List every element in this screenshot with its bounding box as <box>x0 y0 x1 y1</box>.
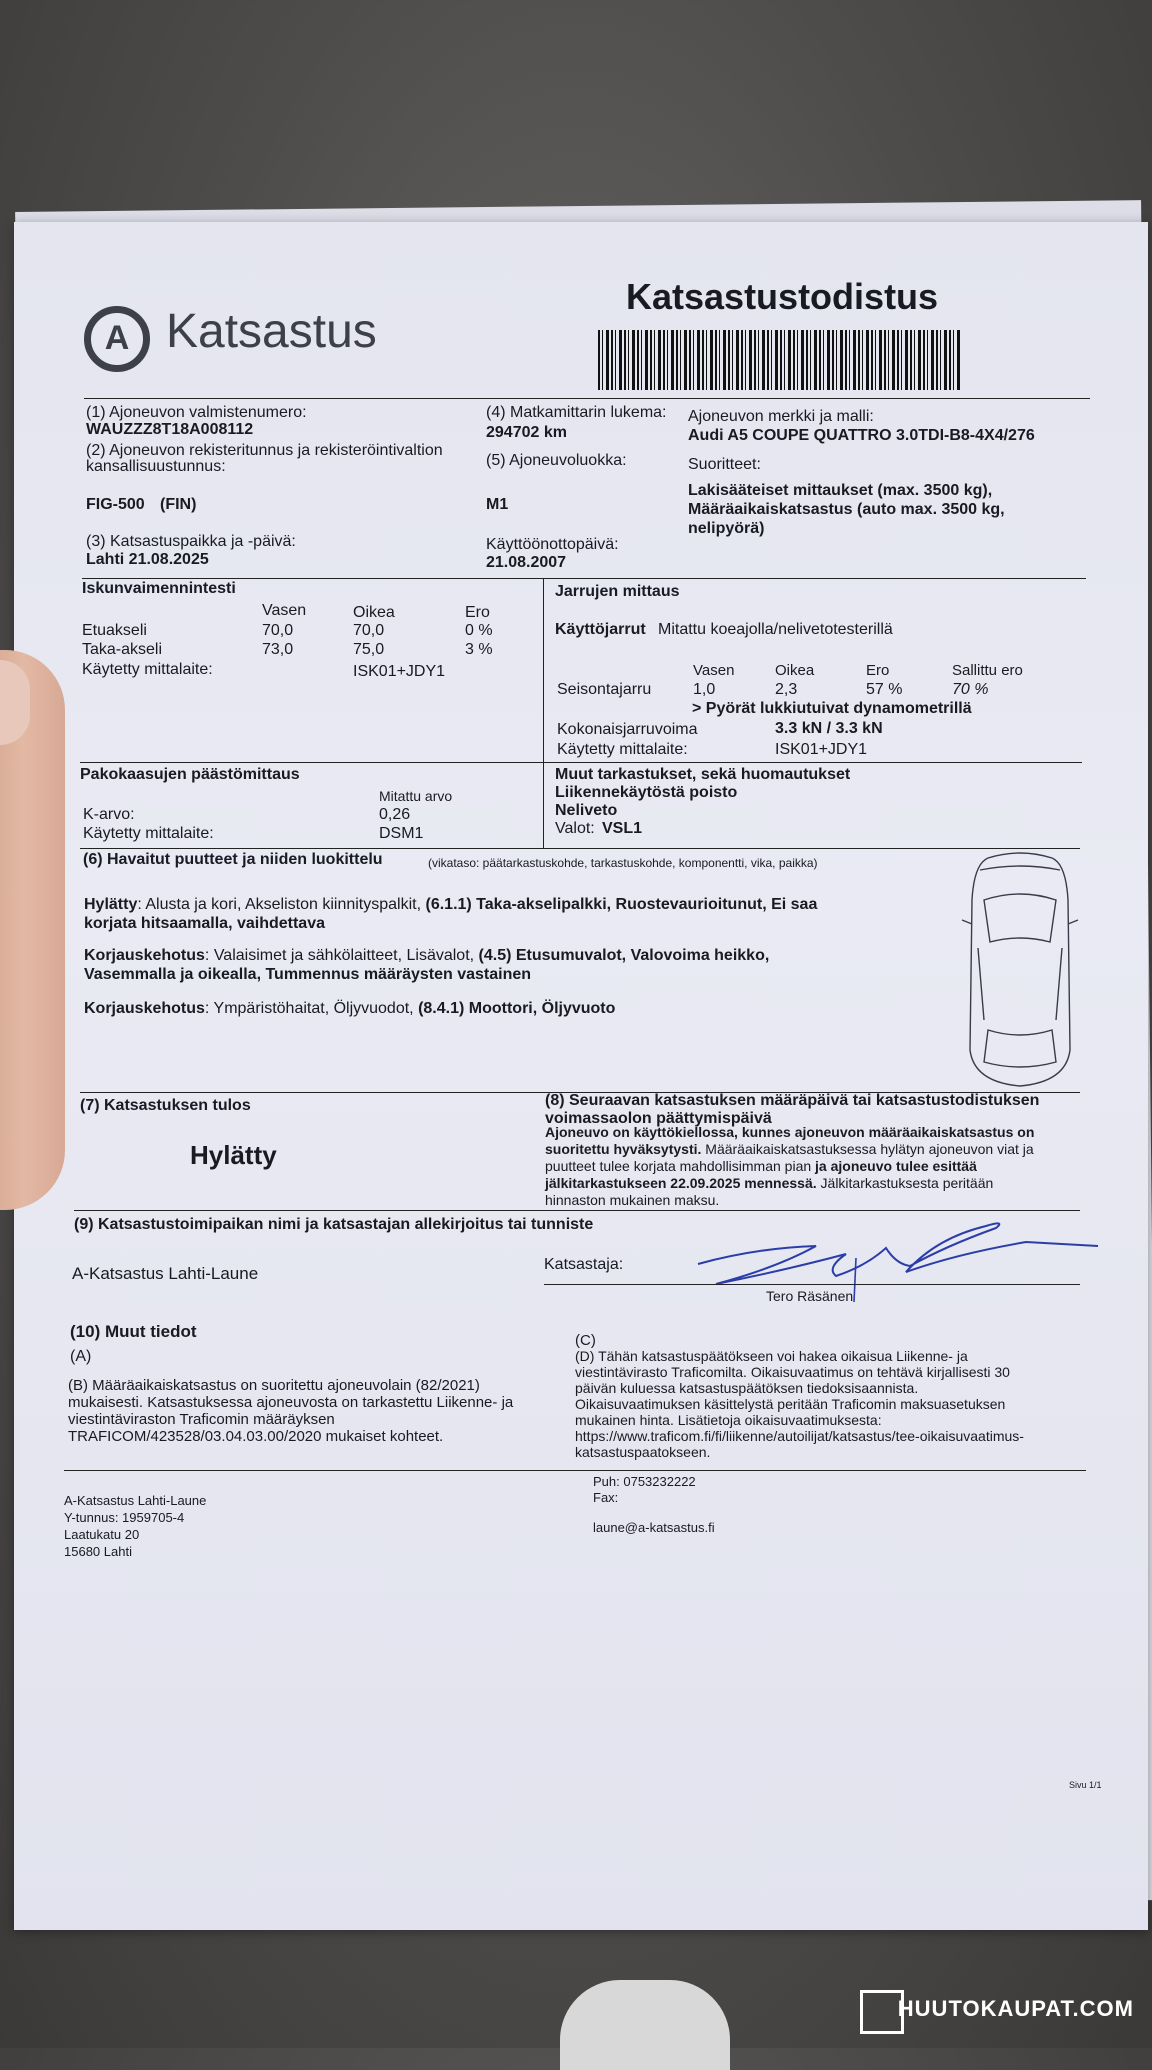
drive-type: Neliveto <box>555 802 618 819</box>
shock-row-right: 70,0 <box>353 622 385 639</box>
divider <box>543 578 544 762</box>
brake-col-right: Oikea <box>775 662 815 679</box>
next-title-2: voimassaolon päättymispäivä <box>545 1110 772 1127</box>
defects-scale: (vikataso: päätarkastuskohde, tarkastuskohde, komponentti, vika, paikka) <box>428 856 818 870</box>
make-value: Audi A5 COUPE QUATTRO 3.0TDI-B8-4X4/276 <box>688 427 1035 444</box>
defect-item: Korjauskehotus: Ympäristöhaitat, Öljyvuodot, (8.4.1) Moottori, Öljyvuoto <box>84 1000 616 1017</box>
misc-a: (A) <box>70 1348 92 1365</box>
watermark: HUUTOKAUPAT.COM <box>897 1996 1134 2021</box>
shoe <box>560 1980 730 2070</box>
misc-c: (C) <box>575 1332 596 1349</box>
emission-device-label: Käytetty mittalaite: <box>83 825 214 842</box>
signature-title: (9) Katsastustoimipaikan nimi ja katsastajan allekirjoitus tai tunniste <box>74 1216 594 1233</box>
class-label: (5) Ajoneuvoluokka: <box>486 452 627 469</box>
shock-row-right: 75,0 <box>353 641 385 658</box>
katsastus-logo-icon: A <box>84 306 150 372</box>
first-use-value: 21.08.2007 <box>486 554 567 571</box>
misc-d: (D) Tähän katsastuspäätökseen voi hakea oikaisua Liikenne- ja viestintävirasto Traficomilta. Oikaisuvaatimus on tehtävä kirjallisesti 30 päivän kuluessa katsastuspäätöksen tiedoksisaannista. Oikaisuvaatimuksen käsittelystä peritään Traficomin maksuasetuksen mukainen hinta. Lisätietoja oikaisuvaatimuksesta: https://www.traficom.fi/fi/liikenne/autoilijat/katsastus/tee-oikaisuvaatimus- katsastuspaatokseen. <box>575 1348 1024 1460</box>
lights-value: VSL1 <box>602 820 643 837</box>
misc-title: (10) Muut tiedot <box>70 1322 197 1341</box>
tasks-line-1: Lakisääteiset mittaukset (max. 3500 kg), <box>688 482 993 499</box>
shock-title: Iskunvaimennintesti <box>82 580 236 597</box>
logo-text: Katsastus <box>166 305 377 358</box>
odometer-value: 294702 km <box>486 424 567 441</box>
footer-phone: Puh: 0753232222 <box>593 1474 696 1489</box>
lights-label: Valot: <box>555 820 595 837</box>
parking-right: 2,3 <box>775 681 798 698</box>
place-label: (3) Katsastuspaikka ja -päivä: <box>86 533 296 550</box>
footer-fax: Fax: <box>593 1490 619 1505</box>
divider <box>544 1284 1080 1285</box>
class-value: M1 <box>486 496 509 513</box>
brake-col-left: Vasen <box>693 662 735 679</box>
vin-label: (1) Ajoneuvon valmistenumero: <box>86 404 307 421</box>
reg-country: (FIN) <box>160 496 197 513</box>
page-number: Sivu 1/1 <box>1069 1780 1102 1790</box>
odometer-label: (4) Matkamittarin lukema: <box>486 404 667 421</box>
emission-device: DSM1 <box>379 825 424 842</box>
shock-row-left: 73,0 <box>262 641 294 658</box>
shock-device: ISK01+JDY1 <box>353 663 446 680</box>
defect-item: Korjauskehotus: Valaisimet ja sähkölaitteet, Lisävalot, (4.5) Etusumuvalot, Valovoima heikko, Vasemmalla ja oikealla, Tummennus määräysten vastainen <box>84 947 770 983</box>
result-value: Hylätty <box>190 1140 277 1170</box>
divider <box>74 1210 1080 1211</box>
parking-brake-label: Seisontajarru <box>557 681 652 698</box>
other-title: Muut tarkastukset, sekä huomautukset <box>555 766 851 783</box>
service-brake-label: Käyttöjarrut <box>555 621 646 638</box>
first-use-label: Käyttöönottopäivä: <box>486 536 619 553</box>
brake-col-allowed: Sallittu ero <box>952 662 1023 679</box>
misc-b: (B) Määräaikaiskatsastus on suoritettu ajoneuvolain (82/2021) mukaisesti. Katsastuksessa ajoneuvosta on tarkastettu Liikenne- ja viestintäviraston Traficomin määräyksen TRAFICOM/423528/03.04.03.00/2020 mukaiset kohteet. <box>68 1377 514 1445</box>
total-brake-label: Kokonaisjarruvoima <box>557 721 698 738</box>
k-value: 0,26 <box>379 806 411 823</box>
footer-address: A-Katsastus Lahti-Laune Y-tunnus: 1959705-4 Laatukatu 20 15680 Lahti <box>64 1493 207 1559</box>
brake-device-label: Käytetty mittalaite: <box>557 741 688 758</box>
shock-row-diff: 3 % <box>465 641 493 658</box>
make-label: Ajoneuvon merkki ja malli: <box>688 408 874 425</box>
divider <box>80 848 1080 849</box>
parking-allowed: 70 % <box>952 681 989 698</box>
shock-row-left: 70,0 <box>262 622 294 639</box>
brakes-title: Jarrujen mittaus <box>555 583 680 600</box>
tasks-line-2: Määräaikaiskatsastus (auto max. 3500 kg, <box>688 501 1005 518</box>
reg-label-2: kansallisuustunnus: <box>86 458 226 475</box>
inspector-name: Tero Räsänen <box>766 1288 854 1304</box>
brake-device: ISK01+JDY1 <box>775 741 868 758</box>
next-title: (8) Seuraavan katsastuksen määräpäivä tai katsastustodistuksen <box>545 1092 1040 1109</box>
shock-col-right: Oikea <box>353 604 395 621</box>
k-value-label: K-arvo: <box>83 806 135 823</box>
divider <box>64 1470 1086 1471</box>
defect-item: Hylätty: Alusta ja kori, Akseliston kiinnityspalkit, (6.1.1) Taka-akselipalkki, Ruostevaurioitunut, Ei saa korjata hitsaamalla, vaihdettava <box>84 896 818 932</box>
brake-note: > Pyörät lukkiutuivat dynamometrillä <box>692 700 972 717</box>
signature-icon <box>696 1218 1106 1304</box>
shock-col-left: Vasen <box>262 602 307 619</box>
emission-col: Mitattu arvo <box>379 788 453 804</box>
station-name: A-Katsastus Lahti-Laune <box>72 1264 259 1283</box>
divider <box>543 762 544 848</box>
tasks-label: Suoritteet: <box>688 456 761 473</box>
vin-value: WAUZZZ8T18A008112 <box>86 421 254 438</box>
defects-title: (6) Havaitut puutteet ja niiden luokittelu <box>83 851 383 868</box>
shock-device-label: Käytetty mittalaite: <box>82 661 213 678</box>
car-diagram-icon <box>958 850 1082 1090</box>
tasks-line-3: nelipyörä) <box>688 520 765 537</box>
divider <box>80 762 1082 763</box>
reg-value: FIG-500 <box>86 496 145 513</box>
shock-row-diff: 0 % <box>465 622 493 639</box>
shock-row-name: Etuakseli <box>82 622 147 639</box>
shock-row-name: Taka-akseli <box>82 641 163 658</box>
parking-diff: 57 % <box>866 681 903 698</box>
barcode-icon <box>598 330 962 390</box>
other-removal: Liikennekäytöstä poisto <box>555 784 738 801</box>
inspector-label: Katsastaja: <box>544 1256 624 1273</box>
divider <box>84 398 1090 399</box>
shock-col-diff: Ero <box>465 604 490 621</box>
document-title: Katsastustodistus <box>626 276 939 317</box>
parking-left: 1,0 <box>693 681 716 698</box>
next-text: Ajoneuvo on käyttökiellossa, kunnes ajoneuvon määräaikaiskatsastus on suoritettu hyväksytysti. Määräaikaiskatsastuksessa hylätyn ajoneuvon viat ja puutteet tulee korjata mahdollisimman pian ja ajoneuvo tulee esittää jälkitarkastukseen 22.09.2025 mennessä. Jälkitarkastuksesta peritään hinnaston mukainen maksu. <box>545 1124 1035 1208</box>
brake-col-diff: Ero <box>866 662 890 679</box>
total-brake-value: 3.3 kN / 3.3 kN <box>775 720 883 737</box>
service-brake-text: Mitattu koeajolla/nelivetotesterillä <box>658 621 893 638</box>
place-value: Lahti 21.08.2025 <box>86 551 209 568</box>
footer-email: laune@a-katsastus.fi <box>593 1520 715 1535</box>
divider <box>82 578 1086 579</box>
result-title: (7) Katsastuksen tulos <box>80 1097 251 1114</box>
emission-title: Pakokaasujen päästömittaus <box>80 766 300 783</box>
reg-label: (2) Ajoneuvon rekisteritunnus ja rekisteröintivaltion <box>86 442 443 459</box>
